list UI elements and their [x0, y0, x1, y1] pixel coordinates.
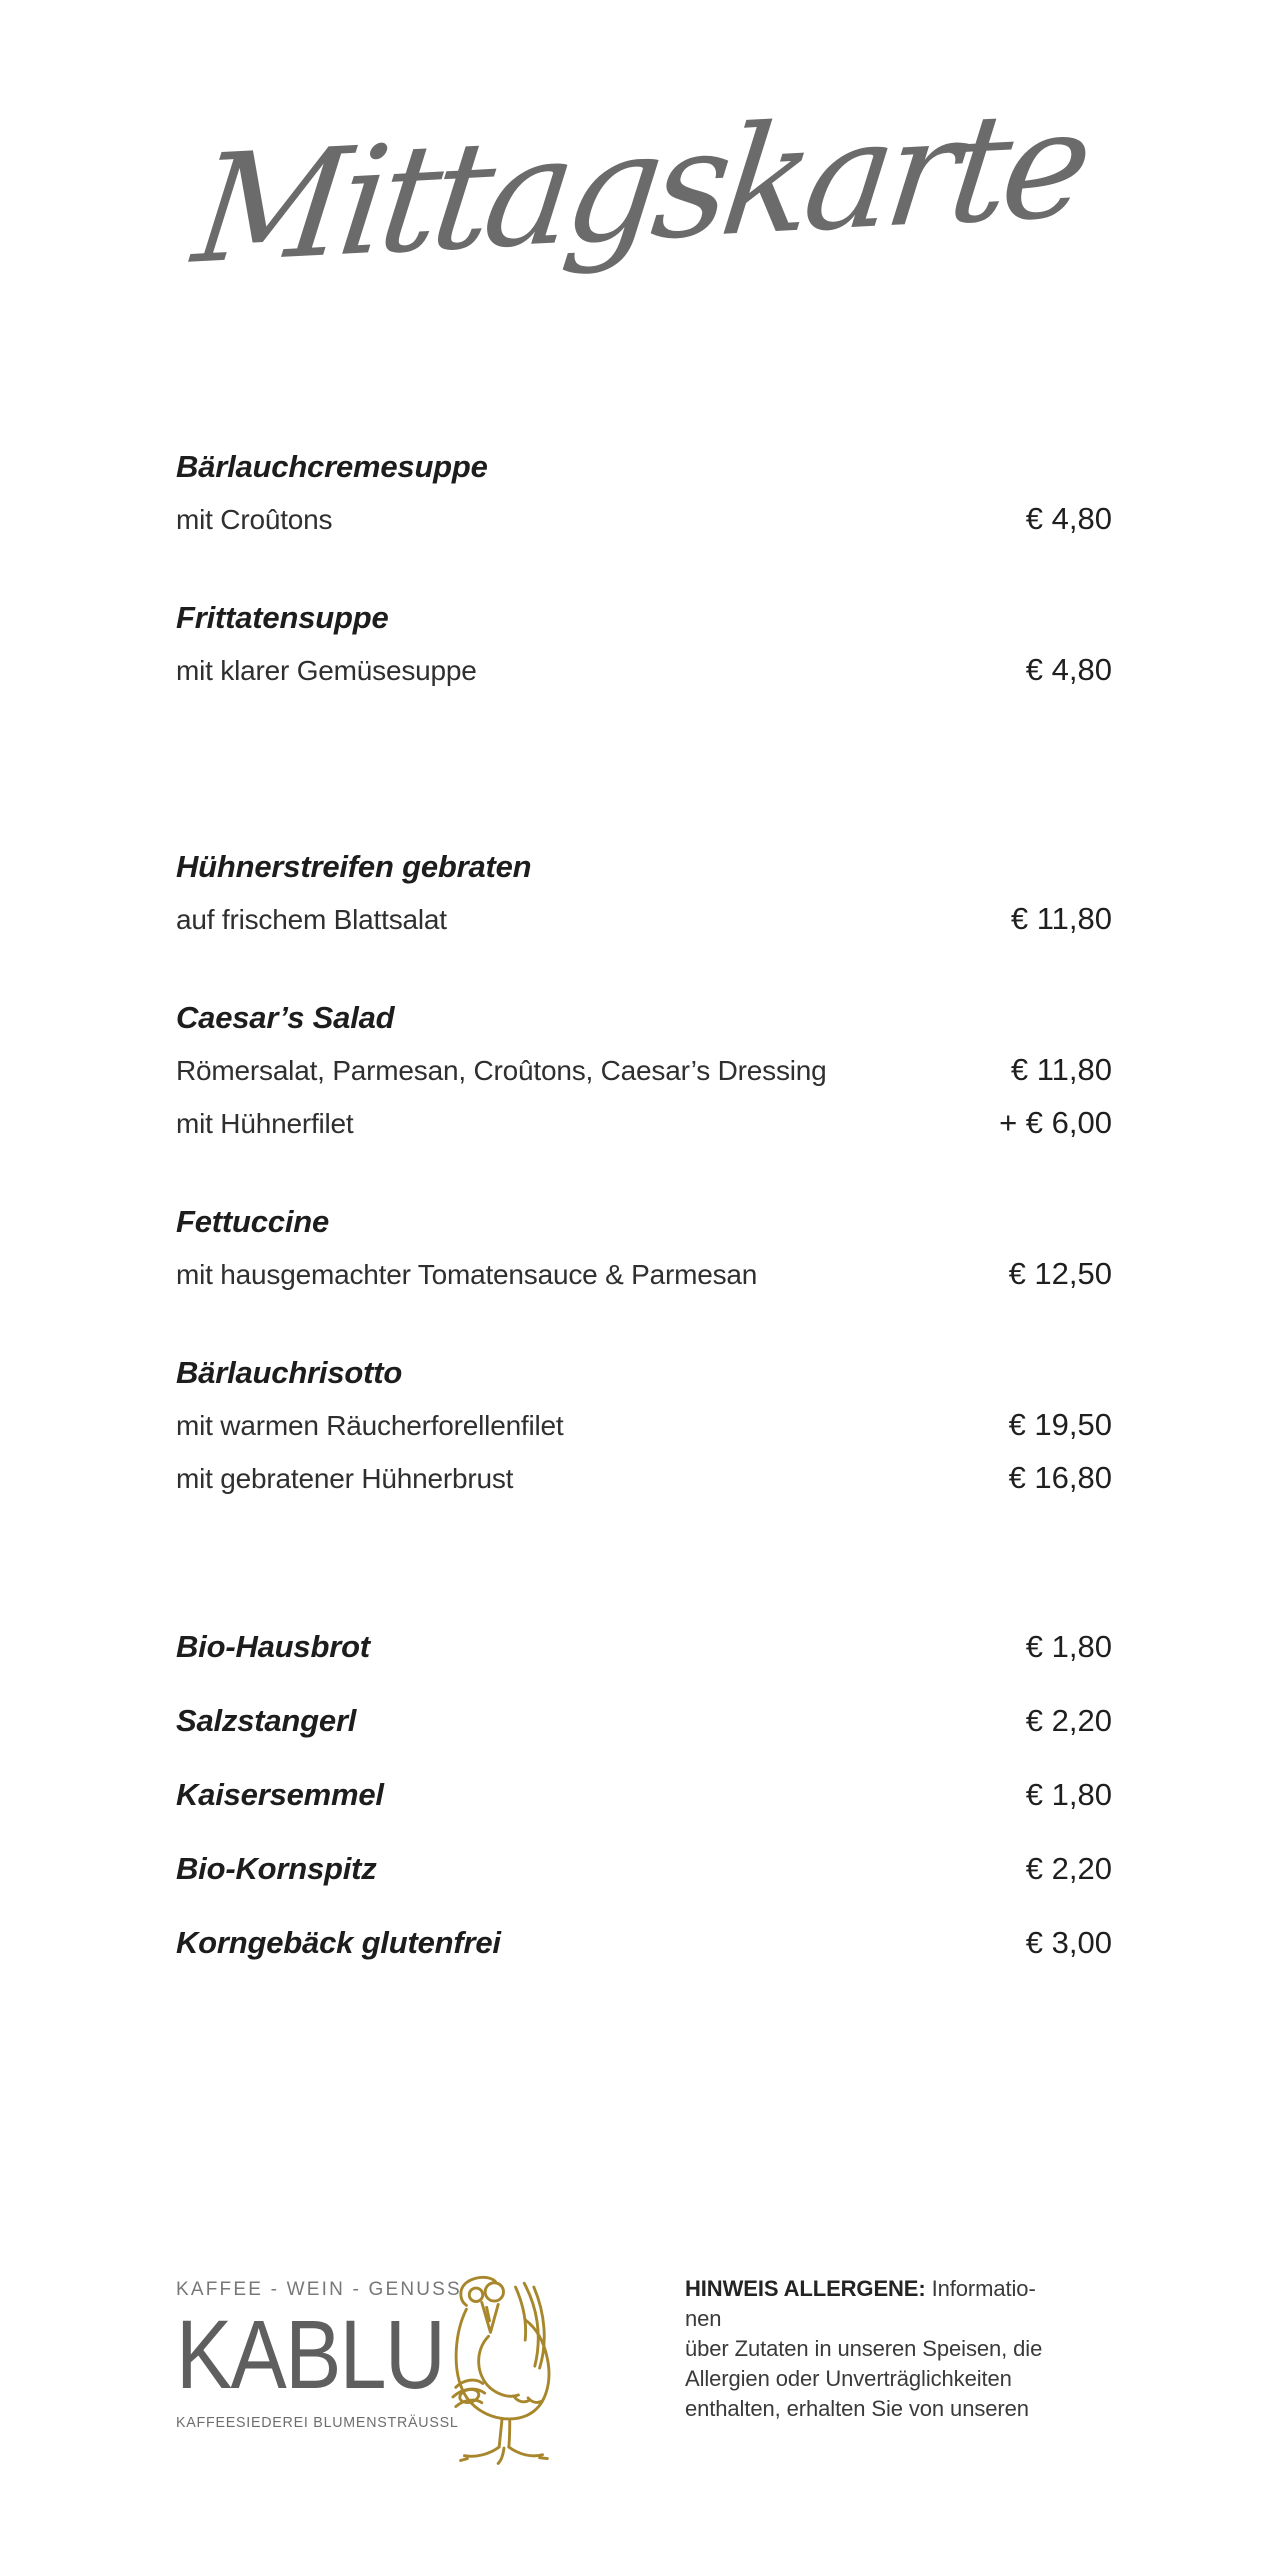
menu-item	[176, 592, 1112, 697]
dish-name: Korngebäck glutenfrei	[176, 1925, 501, 1960]
dish-price: € 3,00	[1025, 1925, 1112, 1960]
allergen-line: enthalten, erhalten Sie von unseren	[685, 2396, 1029, 2421]
menu-item	[176, 1843, 1112, 1895]
page-title: Mittagskarte	[185, 77, 1095, 297]
dish-name: Caesar’s Salad	[176, 1000, 395, 1035]
allergen-line: über Zutaten in unseren Speisen, die	[685, 2336, 1043, 2361]
dish-description: mit hausgemachter Tomatensauce & Parmesan	[176, 1259, 758, 1290]
dish-price: € 11,80	[1010, 1052, 1112, 1087]
brand-logo	[176, 2268, 556, 2468]
title-area	[0, 62, 1280, 312]
dish-name: Bio-Kornspitz	[176, 1851, 377, 1886]
dish-price: € 2,20	[1025, 1703, 1112, 1738]
menu-item	[176, 841, 1112, 946]
dish-price: € 19,50	[1008, 1407, 1112, 1442]
menu-item	[176, 441, 1112, 546]
dish-name: Salzstangerl	[176, 1703, 357, 1738]
dish-description: mit klarer Gemüsesuppe	[176, 655, 477, 686]
dish-price: € 1,80	[1025, 1777, 1112, 1812]
dish-line	[176, 493, 1112, 546]
allergen-line: nen	[685, 2306, 722, 2331]
dish-price: € 1,80	[1025, 1629, 1112, 1664]
allergen-label: HINWEIS ALLERGENE:	[685, 2276, 926, 2301]
dish-description: Römersalat, Parmesan, Croûtons, Caesar’s Dressing	[176, 1055, 827, 1086]
dish-price: € 2,20	[1025, 1851, 1112, 1886]
dish-description: auf frischem Blattsalat	[176, 904, 447, 935]
menu-section-breads	[176, 1621, 1112, 1969]
menu-item	[176, 1347, 1112, 1505]
dish-price: € 4,80	[1025, 652, 1112, 687]
brand-subtitle: KAFFEESIEDEREI BLUMENSTRÄUSSL	[176, 2414, 459, 2431]
dish-name: Bärlauchcremesuppe	[176, 449, 488, 484]
dish-name: Kaisersemmel	[176, 1777, 384, 1812]
dish-price: € 16,80	[1008, 1460, 1112, 1495]
dish-line	[176, 1097, 1112, 1150]
allergen-line	[685, 2274, 1112, 2304]
dish-name: Frittatensuppe	[176, 600, 389, 635]
dish-price: € 4,80	[1025, 501, 1112, 536]
menu-item	[176, 1917, 1112, 1969]
menu-item	[176, 1196, 1112, 1301]
dish-name: Hühnerstreifen gebraten	[176, 849, 532, 884]
allergen-notice	[685, 2268, 1112, 2424]
dish-name: Fettuccine	[176, 1204, 330, 1239]
dish-description: mit Croûtons	[176, 504, 333, 535]
dish-name: Bio-Hausbrot	[176, 1629, 370, 1664]
dish-price: € 11,80	[1010, 901, 1112, 936]
brand-tagline: KAFFEE - WEIN - GENUSS	[176, 2279, 462, 2300]
menu-item	[176, 1695, 1112, 1747]
menu-item	[176, 992, 1112, 1150]
dish-price: + € 6,00	[999, 1105, 1112, 1140]
dish-line	[176, 1399, 1112, 1452]
dish-line	[176, 893, 1112, 946]
menu-section-mains	[176, 841, 1112, 1505]
brand-wordmark: KABLU	[176, 2300, 445, 2409]
allergen-text: Informatio-	[931, 2276, 1036, 2301]
menu-section-soups	[176, 441, 1112, 697]
menu-item	[176, 1621, 1112, 1673]
dish-description: mit warmen Räucherforellenfilet	[176, 1410, 564, 1441]
menu-list	[176, 441, 1112, 1969]
dish-line	[176, 1044, 1112, 1097]
dish-description: mit Hühnerfilet	[176, 1108, 354, 1139]
footer	[176, 2268, 1112, 2468]
dish-line	[176, 644, 1112, 697]
bird-in-wine-glass-icon	[450, 2270, 556, 2468]
dish-line	[176, 1452, 1112, 1505]
dish-description: mit gebratener Hühnerbrust	[176, 1463, 514, 1494]
brand-text	[176, 2268, 462, 2431]
dish-name: Bärlauchrisotto	[176, 1355, 403, 1390]
dish-price: € 12,50	[1008, 1256, 1112, 1291]
allergen-line: Allergien oder Unverträglichkeiten	[685, 2366, 1012, 2391]
menu-item	[176, 1769, 1112, 1821]
dish-line	[176, 1248, 1112, 1301]
